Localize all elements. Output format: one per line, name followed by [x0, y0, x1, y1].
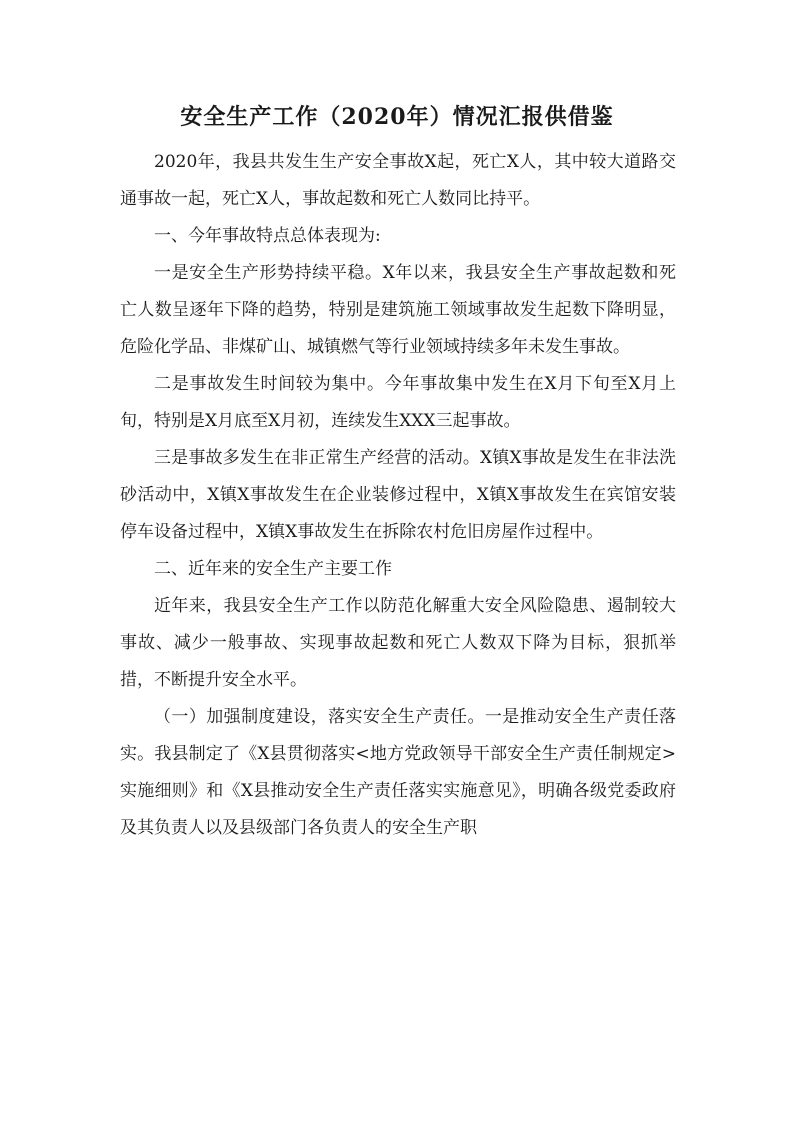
paragraph-recent-years: 近年来，我县安全生产工作以防范化解重大安全风险隐患、遏制较大事故、减少一般事故、实现事故起数和死亡人数双下降为目标，狠抓举措，不断提升安全水平。 — [120, 596, 676, 690]
document-body — [120, 144, 676, 847]
paragraph-time-concentration: 二是事故发生时间较为集中。今年事故集中发生在X月下旬至X月上旬，特别是X月底至X月初，连续发生XXX三起事故。 — [120, 374, 676, 431]
section-heading-accident-features: 一、今年事故特点总体表现为: — [154, 226, 381, 246]
paragraph-stable-trend: 一是安全生产形势持续平稳。X年以来，我县安全生产事故起数和死亡人数呈逐年下降的趋势，特别是建筑施工领域事故发生起数下降明显，危险化学品、非煤矿山、城镇燃气等行业领域持续多年未发生事故。 — [120, 263, 676, 357]
document-title: 安全生产工作（2020年）情况汇报供借鉴 — [180, 104, 614, 130]
paragraph-abnormal-activities: 三是事故多发生在非正常生产经营的活动。X镇X事故是发生在非法洗砂活动中，X镇X事故发生在企业装修过程中，X镇X事故发生在宾馆安装停车设备过程中，X镇X事故发生在拆除农村危旧房屋作过程中。 — [120, 448, 676, 542]
paragraph-summary: 2020年，我县共发生生产安全事故X起，死亡X人，其中较大道路交通事故一起，死亡X人，事故起数和死亡人数同比持平。 — [120, 152, 676, 209]
paragraph-system-building: （一）加强制度建设，落实安全生产责任。一是推动安全生产责任落实。我县制定了《X县贯彻落实<地方党政领导干部安全生产责任制规定>实施细则》和《X县推动安全生产责任落实实施意见》，明确各级党委政府及其负责人以及县级部门各负责人的安全生产职 — [120, 707, 676, 838]
section-heading-main-work: 二、近年来的安全生产主要工作 — [154, 559, 392, 579]
